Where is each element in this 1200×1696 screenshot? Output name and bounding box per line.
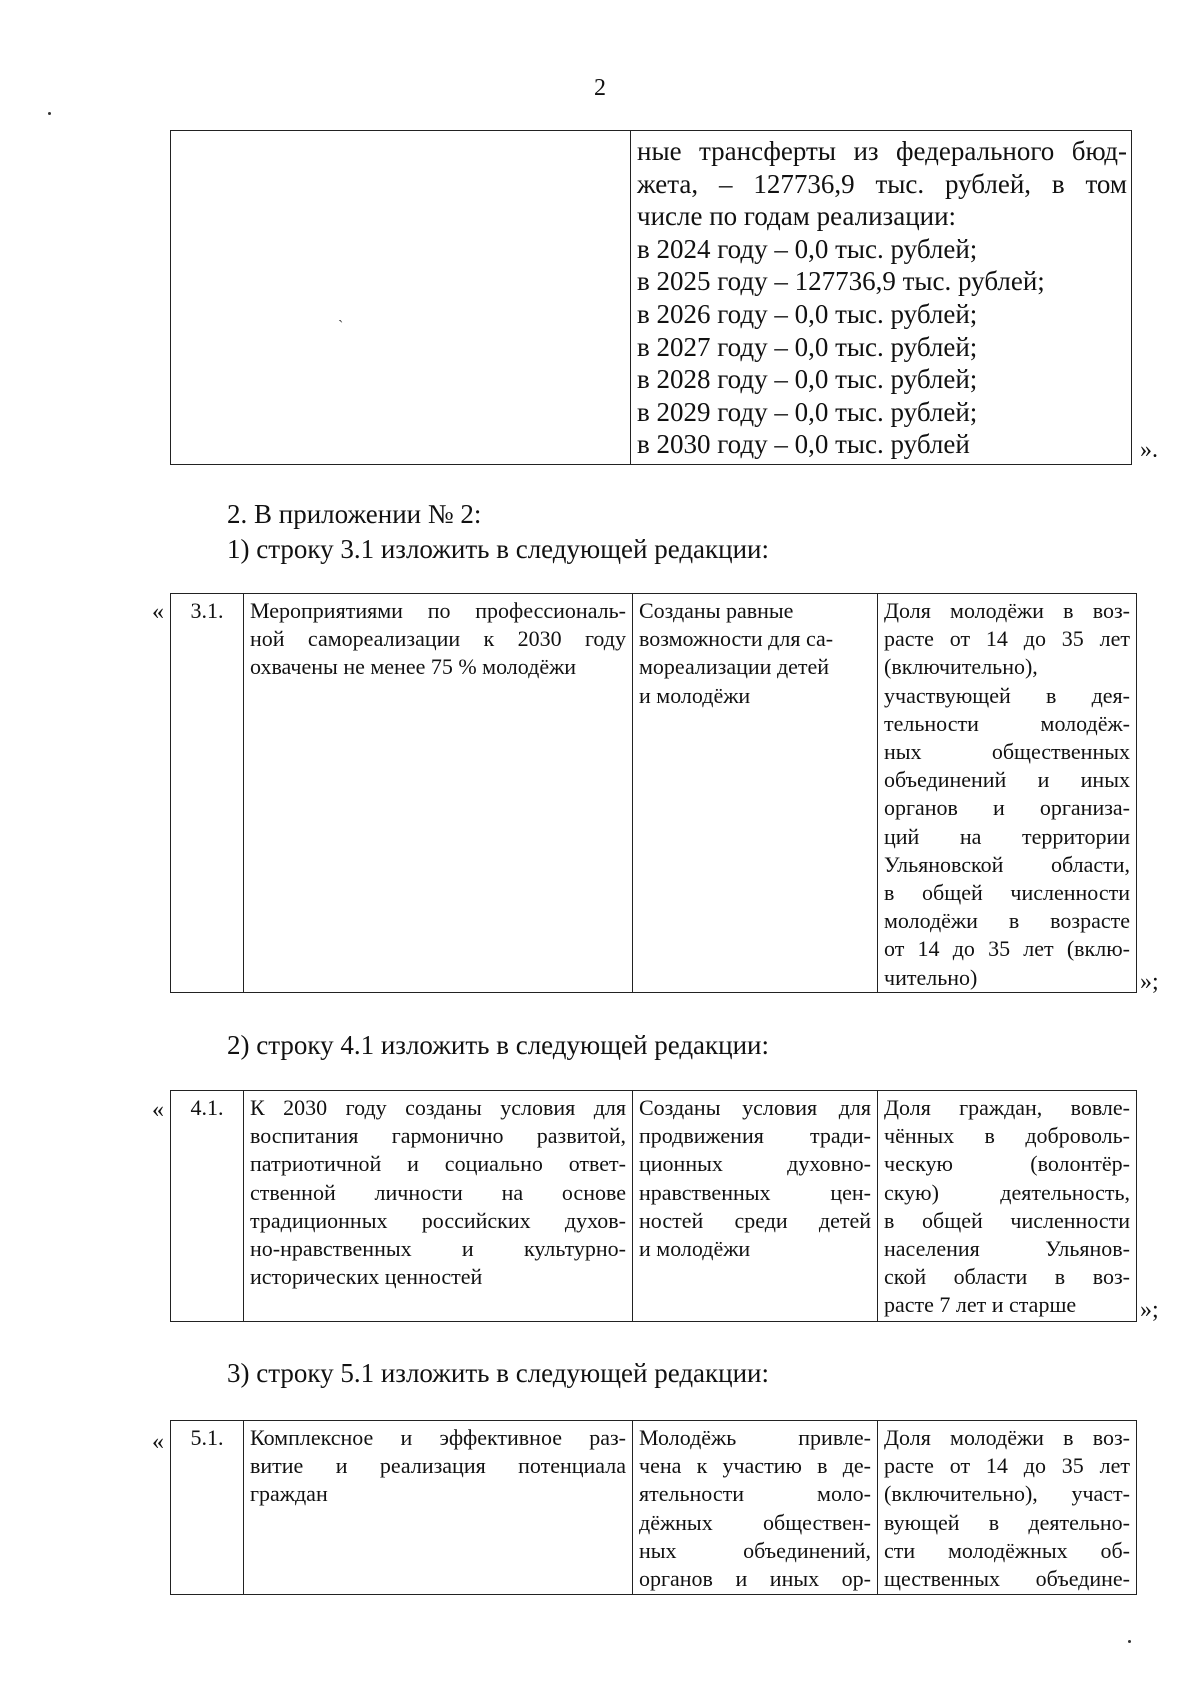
cell-line: чена к участию в де- [639,1453,871,1479]
cell-line: объединений и иных [884,767,1130,793]
cell-line: от 14 до 35 лет (вклю- [884,936,1130,962]
cell-line: ционных духовно- [639,1151,871,1177]
financing-line: в 2025 году – 127736,9 тыс. рублей; [637,266,1045,297]
empty-cell [171,131,631,465]
cell-line: К 2030 году созданы условия для [250,1095,626,1120]
cell-line: (включительно), [884,654,1038,680]
cell-line: воспитания гармонично развитой, [250,1123,626,1149]
row-number: 5.1. [171,1421,244,1595]
cell-line: ственной личности на основе [250,1179,626,1205]
cell-line: ных объединений, [639,1537,871,1563]
financing-line: в 2028 году – 0,0 тыс. рублей; [637,364,978,395]
indicator-cell [878,1091,1137,1322]
cell-line: Молодёжь привле- [639,1425,871,1450]
cell-line: молодёжи в возрасте [884,908,1130,934]
cell-line: вующей в деятельно- [884,1509,1130,1535]
result-cell [633,1091,878,1322]
row-5-1-table [170,1420,1137,1595]
cell-line: витие и реализация потенциала [250,1453,626,1479]
cell-line: чённых в доброволь- [884,1123,1130,1149]
cell-line: расте от 14 до 35 лет [884,626,1130,652]
cell-line: и молодёжи [639,1236,751,1262]
financing-line: жета, – 127736,9 тыс. рублей, в том [637,168,1127,199]
financing-cell [631,131,1132,465]
cell-line: Доля граждан, вовле- [884,1095,1130,1120]
closing-quote-mark: »; [1140,969,1159,995]
cell-line: Комплексное и эффективное раз- [250,1425,626,1450]
financing-line: ные трансферты из федерального бюд- [637,136,1127,166]
cell-line: возможности для са- [639,626,834,652]
cell-line: тельности молодёж- [884,710,1130,736]
scan-speck [48,112,51,115]
item-3-text: 3) строку 5.1 изложить в следующей редакции: [227,1358,770,1388]
cell-line: но-нравственных и культурно- [250,1236,626,1262]
financing-line: в 2029 году – 0,0 тыс. рублей; [637,396,978,427]
row-3-1-table [170,593,1137,993]
cell-line: Доля молодёжи в воз- [884,598,1130,623]
item-1-text: 1) строку 3.1 изложить в следующей редакции: [227,534,770,564]
section-heading: 2. В приложении № 2: [227,499,482,529]
goal-cell [244,1091,633,1322]
cell-line: ческую (волонтёр- [884,1151,1130,1177]
cell-line: Доля молодёжи в воз- [884,1425,1130,1450]
cell-line: щественных объедине- [884,1566,1130,1592]
cell-line: дёжных обществен- [639,1509,871,1535]
cell-line: традиционных российских духов- [250,1207,626,1233]
result-cell [633,594,878,993]
cell-line: органов и иных ор- [639,1566,871,1592]
stray-mark: ` [338,318,344,335]
closing-quote-mark: »; [1140,1297,1159,1323]
cell-line: чительно) [884,964,978,990]
opening-quote-mark: « [152,1429,164,1455]
financing-table [170,130,1132,465]
cell-line: исторических ценностей [250,1264,483,1290]
indicator-cell [878,594,1137,993]
cell-line: патриотичной и социально ответ- [250,1151,626,1177]
cell-line: Созданы условия для [639,1095,871,1120]
scan-speck [1128,1640,1131,1643]
goal-cell [244,1421,633,1595]
cell-line: (включительно), участ- [884,1481,1130,1507]
cell-line: скую) деятельность, [884,1179,1130,1205]
cell-line: в общей численности [884,1207,1130,1233]
cell-line: ных общественных [884,739,1130,765]
cell-line: сти молодёжных об- [884,1537,1130,1563]
item-2-text: 2) строку 4.1 изложить в следующей редакции: [227,1030,770,1060]
cell-line: ной самореализации к 2030 году [250,626,626,652]
closing-quote-mark: ». [1140,437,1158,463]
goal-cell [244,594,633,993]
cell-line: Созданы равные [639,598,794,623]
page-number: 2 [594,75,606,101]
cell-line: в общей численности [884,880,1130,906]
row-number: 3.1. [171,594,244,993]
financing-line: числе по годам реализации: [637,201,957,232]
cell-line: граждан [250,1481,328,1507]
cell-line: и молодёжи [639,682,751,708]
cell-line: охвачены не менее 75 % молодёжи [250,654,577,680]
financing-line: в 2030 году – 0,0 тыс. рублей [637,429,970,460]
cell-line: ятельности моло- [639,1481,871,1507]
indicator-cell [878,1421,1137,1595]
cell-line: Ульяновской области, [884,851,1130,877]
cell-line: ской области в воз- [884,1264,1130,1290]
cell-line: нравственных цен- [639,1179,871,1205]
cell-line: участвующей в дея- [884,682,1130,708]
opening-quote-mark: « [152,599,164,625]
cell-line: ностей среди детей [639,1207,871,1233]
cell-line: расте 7 лет и старше [884,1292,1077,1318]
row-4-1-table [170,1090,1137,1322]
cell-line: ций на территории [884,823,1130,849]
cell-line: органов и организа- [884,795,1130,821]
cell-line: продвижения тради- [639,1123,871,1149]
cell-line: населения Ульянов- [884,1236,1130,1262]
result-cell [633,1421,878,1595]
cell-line: расте от 14 до 35 лет [884,1453,1130,1479]
cell-line: мореализации детей [639,654,830,680]
financing-line: в 2027 году – 0,0 тыс. рублей; [637,331,978,362]
opening-quote-mark: « [152,1097,164,1123]
row-number: 4.1. [171,1091,244,1322]
cell-line: Мероприятиями по профессиональ- [250,598,626,623]
financing-line: в 2026 году – 0,0 тыс. рублей; [637,298,978,329]
financing-line: в 2024 году – 0,0 тыс. рублей; [637,233,978,264]
